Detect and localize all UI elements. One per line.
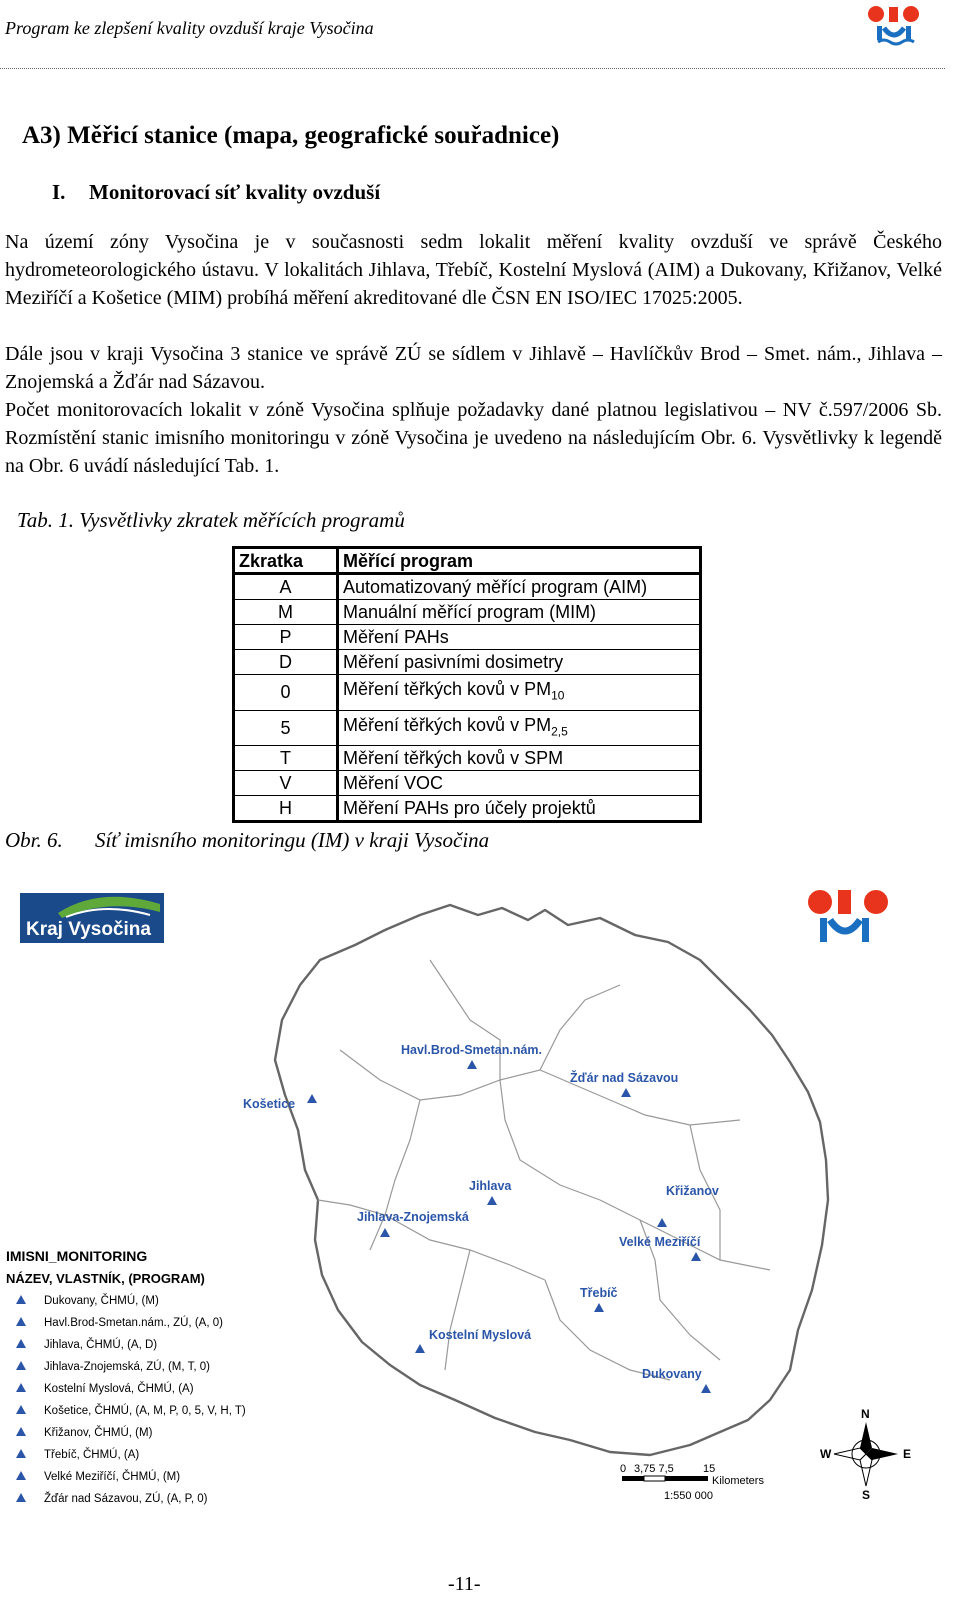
program-cell: Měření pasivními dosimetry	[338, 650, 701, 675]
monitoring-map	[0, 875, 945, 1565]
scale-tick-end: 15	[703, 1463, 716, 1475]
station-marker-icon	[701, 1384, 711, 1393]
program-text: Měření těřkých kovů v PM	[343, 714, 552, 735]
legend-marker-icon	[16, 1427, 26, 1436]
paragraph-2: Dále jsou v kraji Vysočina 3 stanice ve správě ZÚ se sídlem v Jihlavě – Havlíčkův Brod – Smet. nám., Jihlava – Znojemská a Žďár nad Sázavou.	[5, 343, 942, 393]
code-cell: A	[234, 574, 338, 600]
legend-item: Žďár nad Sázavou, ZÚ, (A, P, 0)	[44, 1493, 208, 1505]
legend-title: IMISNI_MONITORING	[6, 1248, 148, 1264]
legend-marker-icon	[16, 1317, 26, 1326]
station-marker-icon	[380, 1228, 390, 1237]
table-row	[234, 771, 701, 796]
table-row	[234, 746, 701, 771]
paragraph-3: Počet monitorovacích lokalit v zóně Vysočina splňuje požadavky dané platnou legislativou – NV č.597/2006 Sb. Rozmístění stanic imisního monitoringu v zóně Vysočina je uvedeno na následujícím Obr. 6. Vysvětlivky k legendě na Obr. 6 uvádí následující Tab. 1.	[5, 399, 942, 477]
program-cell: Měření těřkých kovů v SPM	[338, 746, 701, 771]
table-row	[234, 625, 701, 650]
table-header-row	[234, 548, 701, 574]
legend-marker-icon	[16, 1361, 26, 1370]
legend-marker-icon	[16, 1339, 26, 1348]
code-cell: T	[234, 746, 338, 771]
station-label: Křižanov	[666, 1184, 719, 1198]
header-divider	[0, 68, 945, 69]
compass-east: E	[903, 1447, 912, 1461]
program-cell	[338, 710, 701, 746]
code-cell: V	[234, 771, 338, 796]
page-number: -11-	[448, 1573, 481, 1595]
program-text: Měření těřkých kovů v PM	[343, 679, 552, 699]
station-label: Velké Meziříčí	[619, 1235, 701, 1249]
station-marker-icon	[487, 1196, 497, 1205]
table-row	[234, 650, 701, 675]
legend-item: Košetice, ČHMÚ, (A, M, P, 0, 5, V, H, T)	[44, 1405, 246, 1417]
map-legend	[6, 1248, 246, 1505]
paragraph-1: Na území zóny Vysočina je v současnosti sedm lokalit měření kvality ovzduší ve správě Českého hydrometeorologického ústavu. V lokalitách Jihlava, Třebíč, Kostelní Myslová (AIM) a Dukovany, Křižanov, Velké Meziříčí a Košetice (MIM) probíhá měření akreditované dle ČSN EN ISO/IEC 17025:2005.	[5, 231, 942, 309]
table-caption: Tab. 1. Vysvětlivky zkratek měřících programů	[17, 508, 405, 532]
code-cell: H	[234, 796, 338, 822]
compass-south: S	[862, 1488, 871, 1502]
code-cell: P	[234, 625, 338, 650]
map-chmi-logo-icon	[808, 890, 888, 942]
legend-item: Dukovany, ČHMÚ, (M)	[44, 1295, 159, 1307]
code-cell: 0	[234, 675, 338, 711]
station-label: Košetice	[243, 1097, 296, 1111]
station-label: Žďár nad Sázavou	[570, 1071, 679, 1085]
legend-marker-icon	[16, 1405, 26, 1414]
legend-item: Jihlava, ČHMÚ, (A, D)	[44, 1339, 158, 1351]
table-row	[234, 675, 701, 711]
program-cell: Měření PAHs	[338, 625, 701, 650]
legend-item: Kostelní Myslová, ČHMÚ, (A)	[44, 1383, 194, 1395]
program-cell: Automatizovaný měřící program (AIM)	[338, 574, 701, 600]
station-marker-icon	[467, 1060, 477, 1069]
kraj-vysocina-logo-text: Kraj Vysočina	[26, 919, 151, 940]
scale-tick-mid: 3,75 7,5	[634, 1463, 674, 1475]
figure-number: Obr. 6.	[5, 828, 63, 852]
program-cell: Manuální měřící program (MIM)	[338, 600, 701, 625]
scale-unit: Kilometers	[712, 1475, 764, 1487]
code-cell: D	[234, 650, 338, 675]
program-cell: Měření PAHs pro účely projektů	[343, 798, 596, 819]
table-row	[234, 796, 701, 822]
kraj-vysocina-logo	[20, 893, 164, 943]
program-cell	[338, 675, 701, 711]
legend-marker-icon	[16, 1493, 26, 1502]
section-title: A3) Měřicí stanice (mapa, geografické souřadnice)	[22, 122, 560, 149]
subsection-title	[52, 180, 380, 205]
station-marker-icon	[415, 1344, 425, 1353]
legend-marker-icon	[16, 1383, 26, 1392]
subsection-number: I.	[52, 180, 66, 204]
station-marker-icon	[691, 1252, 701, 1261]
col-header-program: Měřící program	[338, 548, 701, 574]
code-cell: M	[234, 600, 338, 625]
legend-subtitle: NÁZEV, VLASTNÍK, (PROGRAM)	[6, 1271, 205, 1286]
figure-caption	[5, 828, 489, 853]
table-row	[234, 710, 701, 746]
compass-west: W	[820, 1447, 832, 1461]
compass-rose-icon	[820, 1407, 911, 1502]
compass-north: N	[861, 1407, 870, 1421]
station-label: Dukovany	[642, 1367, 702, 1381]
program-cell: Měření VOC	[338, 771, 701, 796]
abbreviations-table	[232, 546, 702, 823]
col-header-code: Zkratka	[234, 548, 338, 574]
scale-tick-0: 0	[620, 1463, 627, 1475]
legend-item: Velké Meziříčí, ČHMÚ, (M)	[44, 1471, 181, 1483]
station-marker-icon	[621, 1088, 631, 1097]
legend-item: Třebíč, ČHMÚ, (A)	[44, 1449, 140, 1461]
chmi-logo-icon	[864, 0, 924, 48]
legend-marker-icon	[16, 1449, 26, 1458]
district-boundaries	[318, 960, 770, 1380]
station-label: Havl.Brod-Smetan.nám.	[401, 1043, 543, 1057]
scale-bar	[620, 1463, 764, 1502]
scale-ratio: 1:550 000	[664, 1490, 713, 1502]
legend-marker-icon	[16, 1471, 26, 1480]
station-label: Třebíč	[580, 1286, 618, 1300]
legend-item: Jihlava-Znojemská, ZÚ, (M, T, 0)	[44, 1361, 210, 1373]
running-header: Program ke zlepšení kvality ovzduší kraje Vysočina	[5, 18, 374, 38]
table-row	[234, 574, 701, 600]
legend-marker-icon	[16, 1295, 26, 1304]
subsection-text: Monitorovací síť kvality ovzduší	[89, 180, 381, 204]
legend-item: Havl.Brod-Smetan.nám., ZÚ, (A, 0)	[44, 1317, 223, 1329]
station-marker-icon	[657, 1218, 667, 1227]
station-label: Kostelní Myslová	[429, 1328, 532, 1342]
station-label: Jihlava-Znojemská	[357, 1210, 469, 1224]
legend-item: Křižanov, ČHMÚ, (M)	[44, 1427, 153, 1439]
code-cell: 5	[234, 710, 338, 746]
station-label: Jihlava	[469, 1179, 512, 1193]
subscript: 2,5	[551, 724, 568, 739]
subscript: 10	[551, 688, 565, 703]
station-marker-icon	[594, 1303, 604, 1312]
table-row	[234, 600, 701, 625]
station-marker-icon	[307, 1094, 317, 1103]
figure-title: Síť imisního monitoringu (IM) v kraji Vysočina	[95, 828, 490, 852]
